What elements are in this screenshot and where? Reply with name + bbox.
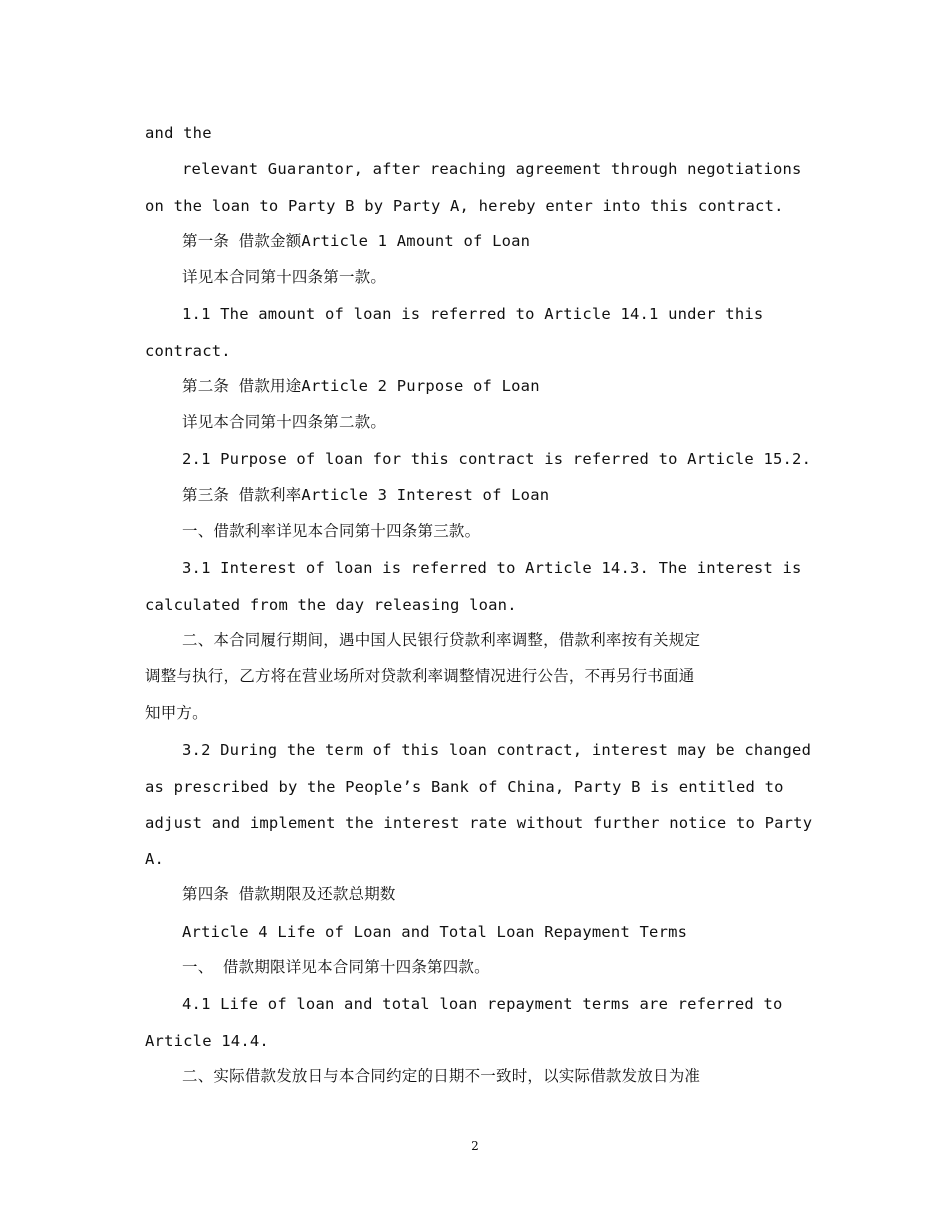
- text-line: as prescribed by the People’s Bank of China, Party B is entitled to: [145, 778, 784, 796]
- text-line: calculated from the day releasing loan.: [145, 596, 517, 614]
- text-line: relevant Guarantor, after reaching agreement through negotiations: [182, 160, 802, 178]
- text-line: on the loan to Party B by Party A, hereby enter into this contract.: [145, 197, 784, 215]
- text-line: 详见本合同第十四条第一款。: [182, 268, 387, 286]
- text-line: 4.1 Life of loan and total loan repayment terms are referred to: [182, 995, 783, 1013]
- text-line: 知甲方。: [145, 704, 208, 722]
- text-line: 一、借款利率详见本合同第十四条第三款。: [182, 522, 481, 540]
- text-line: contract.: [145, 342, 231, 360]
- text-line: 一、 借款期限详见本合同第十四条第四款。: [182, 958, 490, 976]
- text-line: adjust and implement the interest rate without further notice to Party: [145, 814, 813, 832]
- text-line: 3.2 During the term of this loan contract, interest may be changed: [182, 741, 812, 759]
- text-line: 1.1 The amount of loan is referred to Article 14.1 under this: [182, 305, 764, 323]
- text-line: 2.1 Purpose of loan for this contract is referred to Article 15.2.: [182, 450, 812, 468]
- text-line: and the: [145, 124, 212, 142]
- text-line: 详见本合同第十四条第二款。: [182, 413, 387, 431]
- article-heading: 第二条 借款用途Article 2 Purpose of Loan: [182, 377, 540, 395]
- text-line: 二、实际借款发放日与本合同约定的日期不一致时，以实际借款发放日为准: [182, 1067, 701, 1085]
- text-line: A.: [145, 850, 165, 868]
- text-line: 二、本合同履行期间，遇中国人民银行贷款利率调整，借款利率按有关规定: [182, 631, 701, 649]
- text-line: 调整与执行，乙方将在营业场所对贷款利率调整情况进行公告，不再另行书面通: [145, 667, 695, 685]
- page-number: 2: [471, 1139, 479, 1153]
- article-heading: 第一条 借款金额Article 1 Amount of Loan: [182, 232, 531, 250]
- article-heading: 第三条 借款利率Article 3 Interest of Loan: [182, 486, 550, 504]
- article-heading: 第四条 借款期限及还款总期数: [182, 885, 396, 903]
- article-heading: Article 4 Life of Loan and Total Loan Repayment Terms: [182, 923, 688, 941]
- text-line: Article 14.4.: [145, 1032, 269, 1050]
- text-line: 3.1 Interest of loan is referred to Article 14.3. The interest is: [182, 559, 802, 577]
